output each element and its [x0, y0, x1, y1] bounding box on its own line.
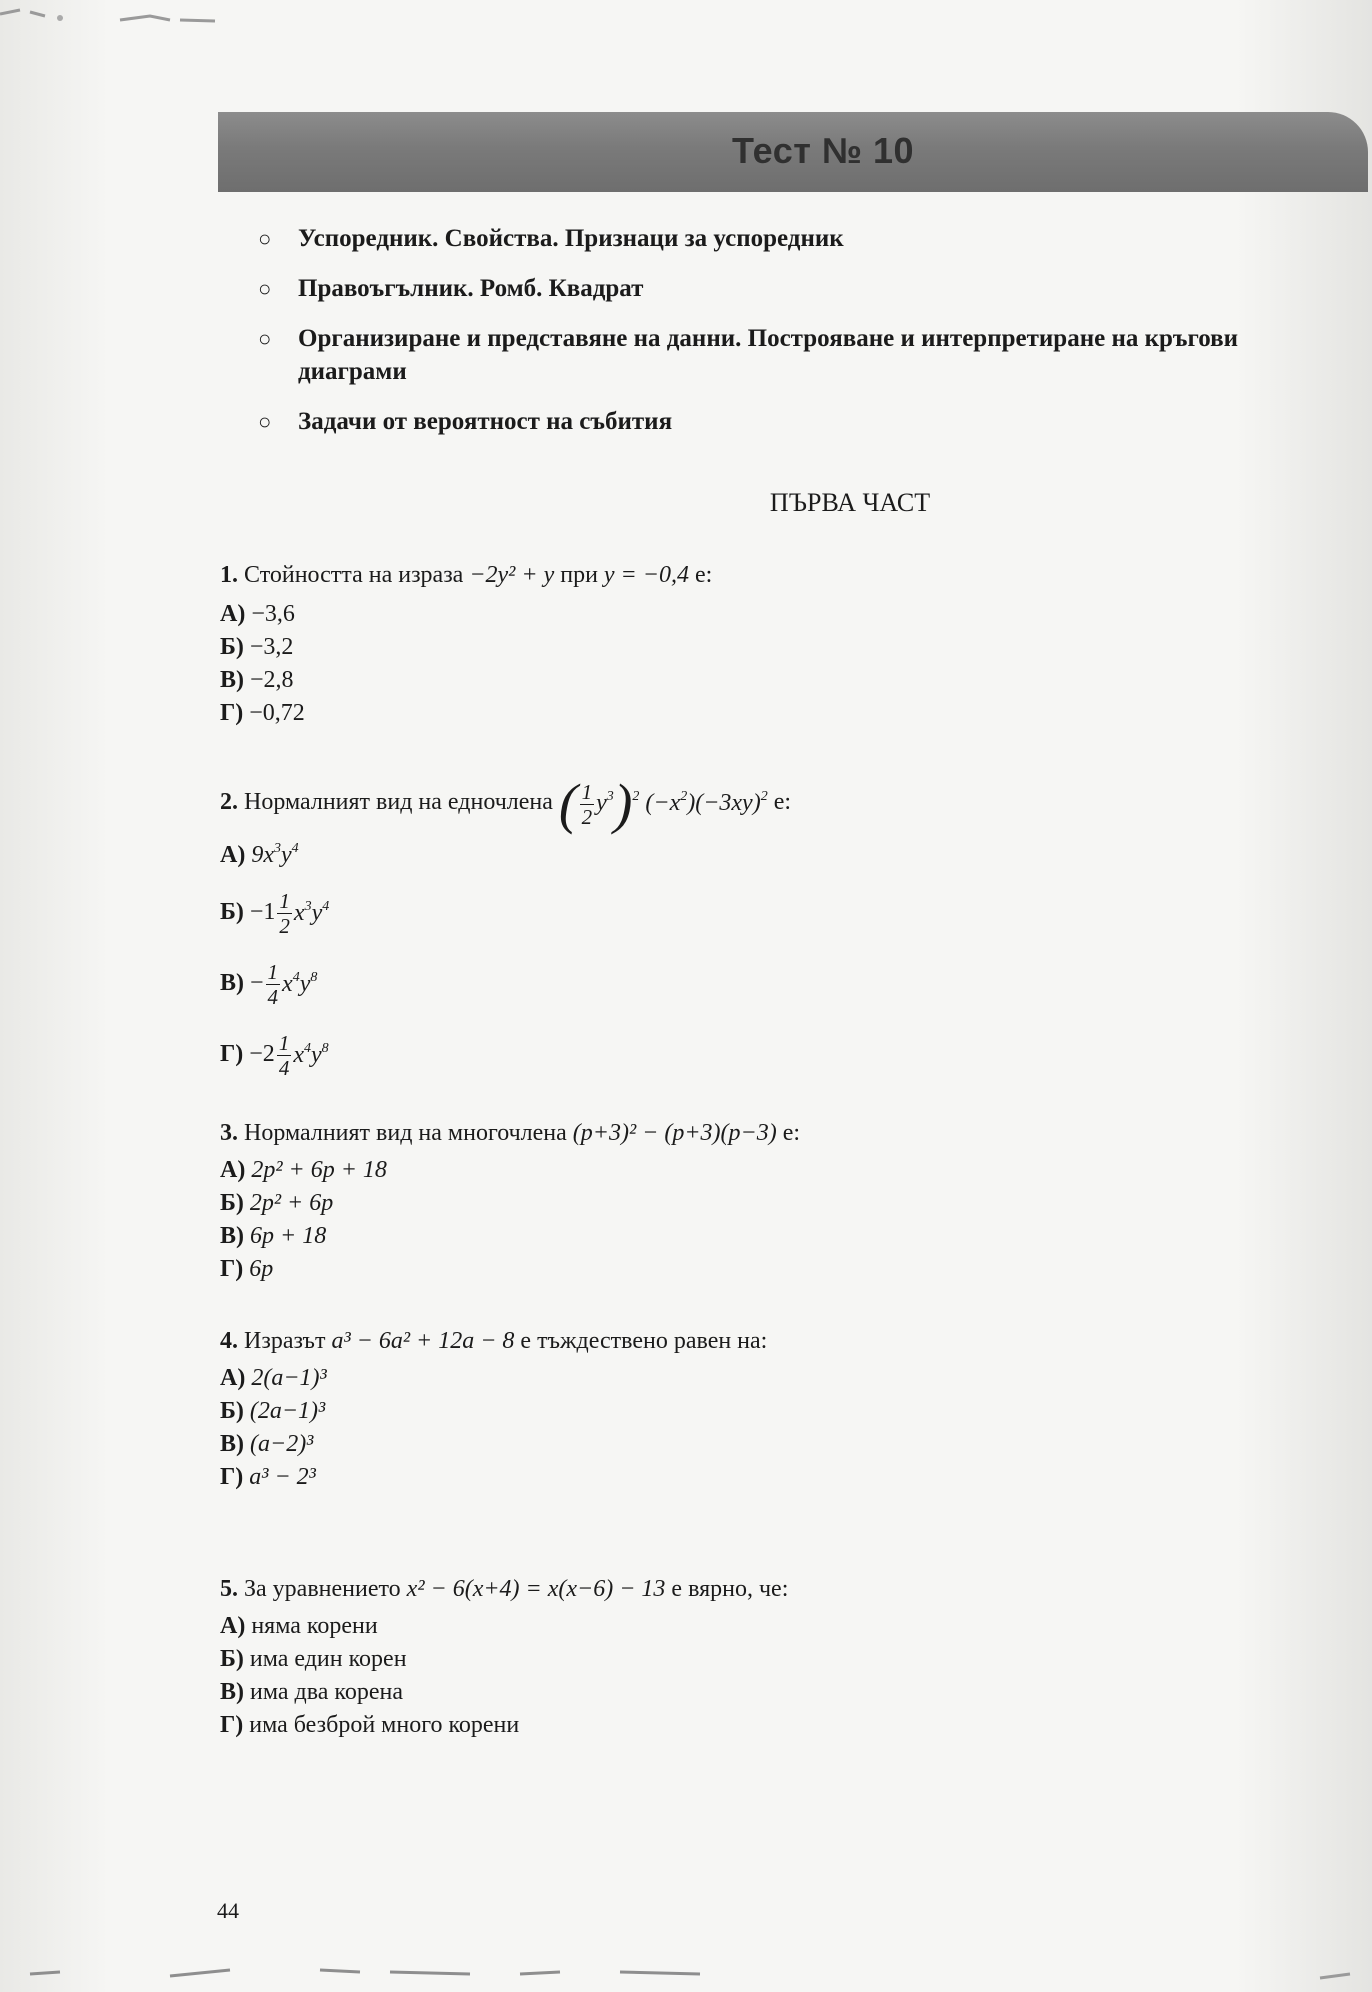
answer-option: Г) −2 $\frac{1}{4}$ $x^4y^8$ [220, 1031, 329, 1081]
answer-option: В) има два корена [220, 1679, 403, 1705]
question-text: Изразът [244, 1328, 326, 1354]
question-stem [220, 772, 1300, 836]
test-header-bar [218, 112, 1368, 192]
math-condition: y = −0,4 [603, 562, 689, 588]
question-text: е вярно, че: [671, 1576, 789, 1602]
answer-option: Г) има безброй много корени [220, 1712, 520, 1738]
answer-option: В) −2,8 [220, 667, 294, 693]
answer-option: А) $9x^3y^4$ [220, 841, 299, 869]
topic-item [258, 272, 1328, 305]
topic-text: Правоъгълник. Ромб. Квадрат [298, 275, 644, 302]
answer-option: Б) −3,2 [220, 634, 294, 660]
answer-option: А) няма корени [220, 1613, 378, 1639]
circle-bullet-icon: ○ [258, 276, 272, 301]
question-5 [220, 1572, 1300, 1742]
question-stem [220, 1116, 1300, 1150]
answer-option: А) 2p² + 6p + 18 [220, 1157, 387, 1183]
question-stem [220, 1572, 1300, 1606]
question-stem [220, 558, 1300, 592]
question-stem [220, 1324, 1300, 1358]
question-3 [220, 1116, 1300, 1286]
question-text: при [560, 562, 598, 588]
question-number: 2. [220, 789, 238, 815]
question-number: 3. [220, 1120, 238, 1146]
answer-option: Б) има един корен [220, 1646, 407, 1672]
answer-option: А) 2(a−1)³ [220, 1365, 327, 1391]
question-1 [220, 558, 1300, 730]
question-4 [220, 1324, 1300, 1494]
topic-item [258, 322, 1328, 388]
topic-text: Задачи от вероятност на събития [298, 408, 673, 435]
math-expression: a³ − 6a² + 12a − 8 [331, 1328, 515, 1354]
circle-bullet-icon: ○ [258, 226, 272, 251]
answer-options [220, 835, 1300, 1080]
answer-option: В) 6p + 18 [220, 1223, 327, 1249]
answer-option: Г) −0,72 [220, 700, 305, 726]
topic-text: Организиране и представяне на данни. Построяване и интерпретиране на кръгови диаграми [298, 325, 1239, 385]
answer-option: Б) −1 $\frac{1}{2}$ $x^3y^4$ [220, 889, 330, 939]
answer-option: А) −3,6 [220, 601, 295, 627]
answer-option: Б) 2p² + 6p [220, 1190, 334, 1216]
test-title: Тест № 10 [731, 130, 915, 171]
page-number: 44 [217, 1898, 239, 1923]
answer-option: В) (a−2)³ [220, 1431, 314, 1457]
topic-item [258, 405, 1328, 438]
answer-option: Г) a³ − 2³ [220, 1464, 316, 1490]
question-text: За уравнението [244, 1576, 401, 1602]
answer-option: В) − $\frac{1}{4}$ $x^4y^8$ [220, 960, 318, 1010]
question-number: 1. [220, 562, 238, 588]
answer-option: Г) 6p [220, 1256, 274, 1282]
topic-text: Успоредник. Свойства. Признаци за успоредник [298, 225, 844, 252]
question-text: е: [782, 1120, 801, 1146]
monomial-formula: ( $\frac{1}{2}$ $y^3)^2$ $(-x^2)(-3xy)^2$ [558, 773, 768, 836]
answer-option: Б) (2a−1)³ [220, 1398, 326, 1424]
topics-list [258, 222, 1328, 455]
topic-item [258, 222, 1328, 255]
circle-bullet-icon: ○ [258, 326, 272, 351]
question-2 [220, 772, 1300, 1080]
circle-bullet-icon: ○ [258, 409, 272, 434]
question-text: Нормалният вид на едночлена [244, 789, 553, 815]
question-text: Нормалният вид на многочлена [244, 1120, 567, 1146]
question-number: 4. [220, 1328, 238, 1354]
question-text: е: [694, 562, 713, 588]
question-number: 5. [220, 1576, 238, 1602]
question-text: е тъждествено равен на: [520, 1328, 768, 1354]
math-expression: (p+3)² − (p+3)(p−3) [572, 1120, 777, 1146]
math-expression: −2y² + y [469, 562, 555, 588]
question-text: е: [773, 789, 792, 815]
scan-edge-marks [0, 0, 230, 30]
scan-bottom-marks [0, 1960, 1372, 1990]
section-title: ПЪРВА ЧАСТ [769, 488, 931, 517]
question-text: Стойността на израза [244, 562, 464, 588]
math-expression: x² − 6(x+4) = x(x−6) − 13 [406, 1576, 666, 1602]
